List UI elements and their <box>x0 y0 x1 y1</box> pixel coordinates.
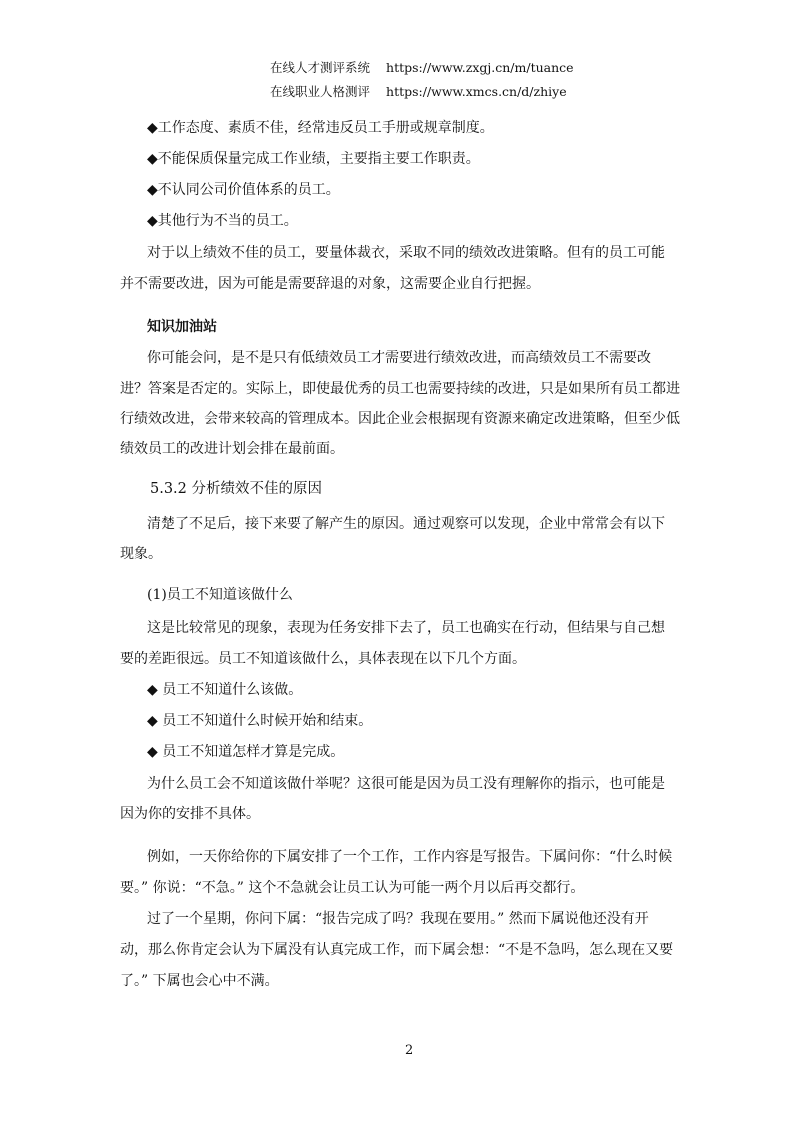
paragraph-line: 进？答案是否定的。实际上，即使最优秀的员工也需要持续的改进，只是如果所有员工都进 <box>120 381 680 397</box>
paragraph-line: 因为你的安排不具体。 <box>120 806 260 822</box>
bullet-line: ◆工作态度、素质不佳，经常违反员工手册或规章制度。 <box>147 120 494 136</box>
bullet-line: ◆其他行为不当的员工。 <box>147 213 298 229</box>
bullet-line: ◆ 员工不知道什么时候开始和结束。 <box>147 713 373 729</box>
paragraph-line: 绩效员工的改进计划会排在最前面。 <box>120 441 344 457</box>
page-number: 2 <box>405 1043 414 1058</box>
bullet-line: ◆不能保质保量完成工作业绩，主要指主要工作职责。 <box>147 151 480 167</box>
paragraph-line: 你可能会问，是不是只有低绩效员工才需要进行绩效改进，而高绩效员工不需要改 <box>147 350 651 366</box>
bullet-line: ◆ 员工不知道什么该做。 <box>147 682 303 698</box>
paragraph-line: 了。” 下属也会心中不满。 <box>120 973 279 989</box>
subheading: (1)员工不知道该做什么 <box>147 587 293 603</box>
paragraph-line: 要的差距很远。员工不知道该做什么，具体表现在以下几个方面。 <box>120 651 526 667</box>
section-heading: 5.3.2 分析绩效不佳的原因 <box>150 481 323 497</box>
paragraph-line: 过了一个星期，你问下属：“报告完成了吗？我现在要用。” 然而下属说他还没有开 <box>147 911 649 927</box>
paragraph-line: 现象。 <box>120 546 162 562</box>
paragraph-line: 行绩效改进，会带来较高的管理成本。因此企业会根据现有资源来确定改进策略，但至少低 <box>120 411 680 427</box>
paragraph-line: 并不需要改进，因为可能是需要辞退的对象，这需要企业自行把握。 <box>120 276 540 292</box>
paragraph-line: 例如，一天你给你的下属安排了一个工作，工作内容是写报告。下属问你：“什么时候 <box>147 849 673 865</box>
bullet-line: ◆不认同公司价值体系的员工。 <box>147 182 340 198</box>
paragraph-line: 动，那么你肯定会认为下属没有认真完成工作，而下属会想：“不是不急吗，怎么现在又要 <box>120 942 674 958</box>
paragraph-line: 这是比较常见的现象，表现为任务安排下去了，员工也确实在行动，但结果与自己想 <box>147 620 665 636</box>
header-url-link[interactable]: https://www.zxgj.cn/m/tuance <box>386 60 574 75</box>
bullet-line: ◆ 员工不知道怎样才算是完成。 <box>147 744 345 760</box>
tip-title: 知识加油站 <box>147 319 217 335</box>
header-row-2 <box>270 83 567 101</box>
paragraph-line: 要。” 你说：“不急。” 这个不急就会让员工认为可能一两个月以后再交都行。 <box>120 880 585 896</box>
header-label: 在线职业人格测评 <box>270 84 371 99</box>
header-url-link[interactable]: https://www.xmcs.cn/d/zhiye <box>386 84 567 99</box>
header-row-1 <box>270 59 574 77</box>
paragraph-line: 清楚了不足后，接下来要了解产生的原因。通过观察可以发现，企业中常常会有以下 <box>147 516 665 532</box>
paragraph-line: 为什么员工会不知道该做什举呢？这很可能是因为员工没有理解你的指示，也可能是 <box>147 776 665 792</box>
header-label: 在线人才测评系统 <box>270 60 371 75</box>
paragraph-line: 对于以上绩效不佳的员工，要量体裁衣，采取不同的绩效改进策略。但有的员工可能 <box>147 245 665 261</box>
